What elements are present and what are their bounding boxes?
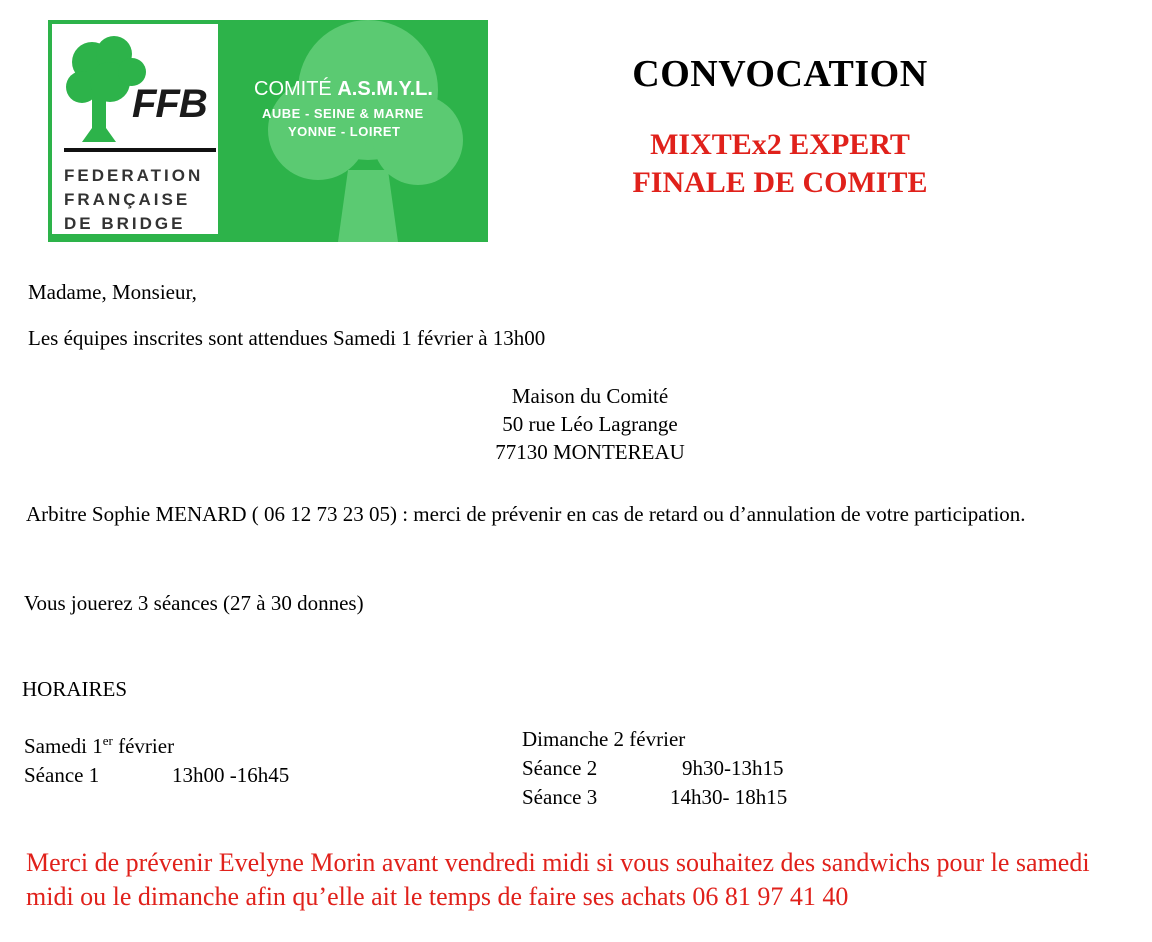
ffb-line-1: FEDERATION [64,166,204,185]
sunday-seance-3-label: Séance 3 [522,785,598,809]
ffb-divider [64,148,216,152]
address-line-1: Maison du Comité [511,384,669,408]
arbitre-text: Arbitre Sophie MENARD ( 06 12 73 23 05) : merci de prévenir en cas de retard ou d’annulation de votre participation. [26,502,1026,526]
saturday-day-suffix: er [102,733,113,748]
comite-regions-2: YONNE - LOIRET [288,124,401,139]
ffb-line-2: FRANÇAISE [64,190,191,209]
ffb-line-3: DE BRIDGE [64,214,186,233]
intro-text: Les équipes inscrites sont attendues Samedi 1 février à 13h00 [28,326,546,350]
address-line-2: 50 rue Léo Lagrange [502,412,678,436]
saturday-heading [24,732,174,760]
horaires-heading: HORAIRES [22,677,128,701]
saturday-month: février [112,734,175,758]
saturday-seance-1-time: 13h00 -16h45 [172,763,290,787]
ffb-logo-panel [52,24,218,234]
sunday-seance-3-time: 14h30- 18h15 [670,785,788,809]
sunday-seance-2-label: Séance 2 [522,756,598,780]
comite-title [254,78,433,101]
event-subtitle-1: MIXTEx2 EXPERT [650,128,910,161]
seances-text: Vous jouerez 3 séances (27 à 30 donnes) [24,591,364,615]
page-title: CONVOCATION [632,53,928,95]
address-line-3: 77130 MONTEREAU [495,440,685,464]
ffb-mark: FFB [132,82,207,126]
comite-name: A.S.M.Y.L. [337,78,433,100]
ffb-comite-logo [48,20,488,242]
saturday-seance-1-label: Séance 1 [24,763,100,787]
sunday-heading: Dimanche 2 février [522,727,686,751]
sandwich-note: Merci de prévenir Evelyne Morin avant vendredi midi si vous souhaitez des sandwichs pour le samedi midi ou le dimanche afin qu’elle ait le temps de faire ses achats 06 81 97 41 40 [26,848,1090,911]
saturday-day: Samedi 1 [24,734,103,758]
comite-regions-1: AUBE - SEINE & MARNE [262,106,424,121]
comite-prefix: COMITÉ [254,78,332,100]
sunday-seance-2-time: 9h30-13h15 [682,756,784,780]
greeting: Madame, Monsieur, [28,280,197,304]
event-subtitle-2: FINALE DE COMITE [632,166,928,199]
